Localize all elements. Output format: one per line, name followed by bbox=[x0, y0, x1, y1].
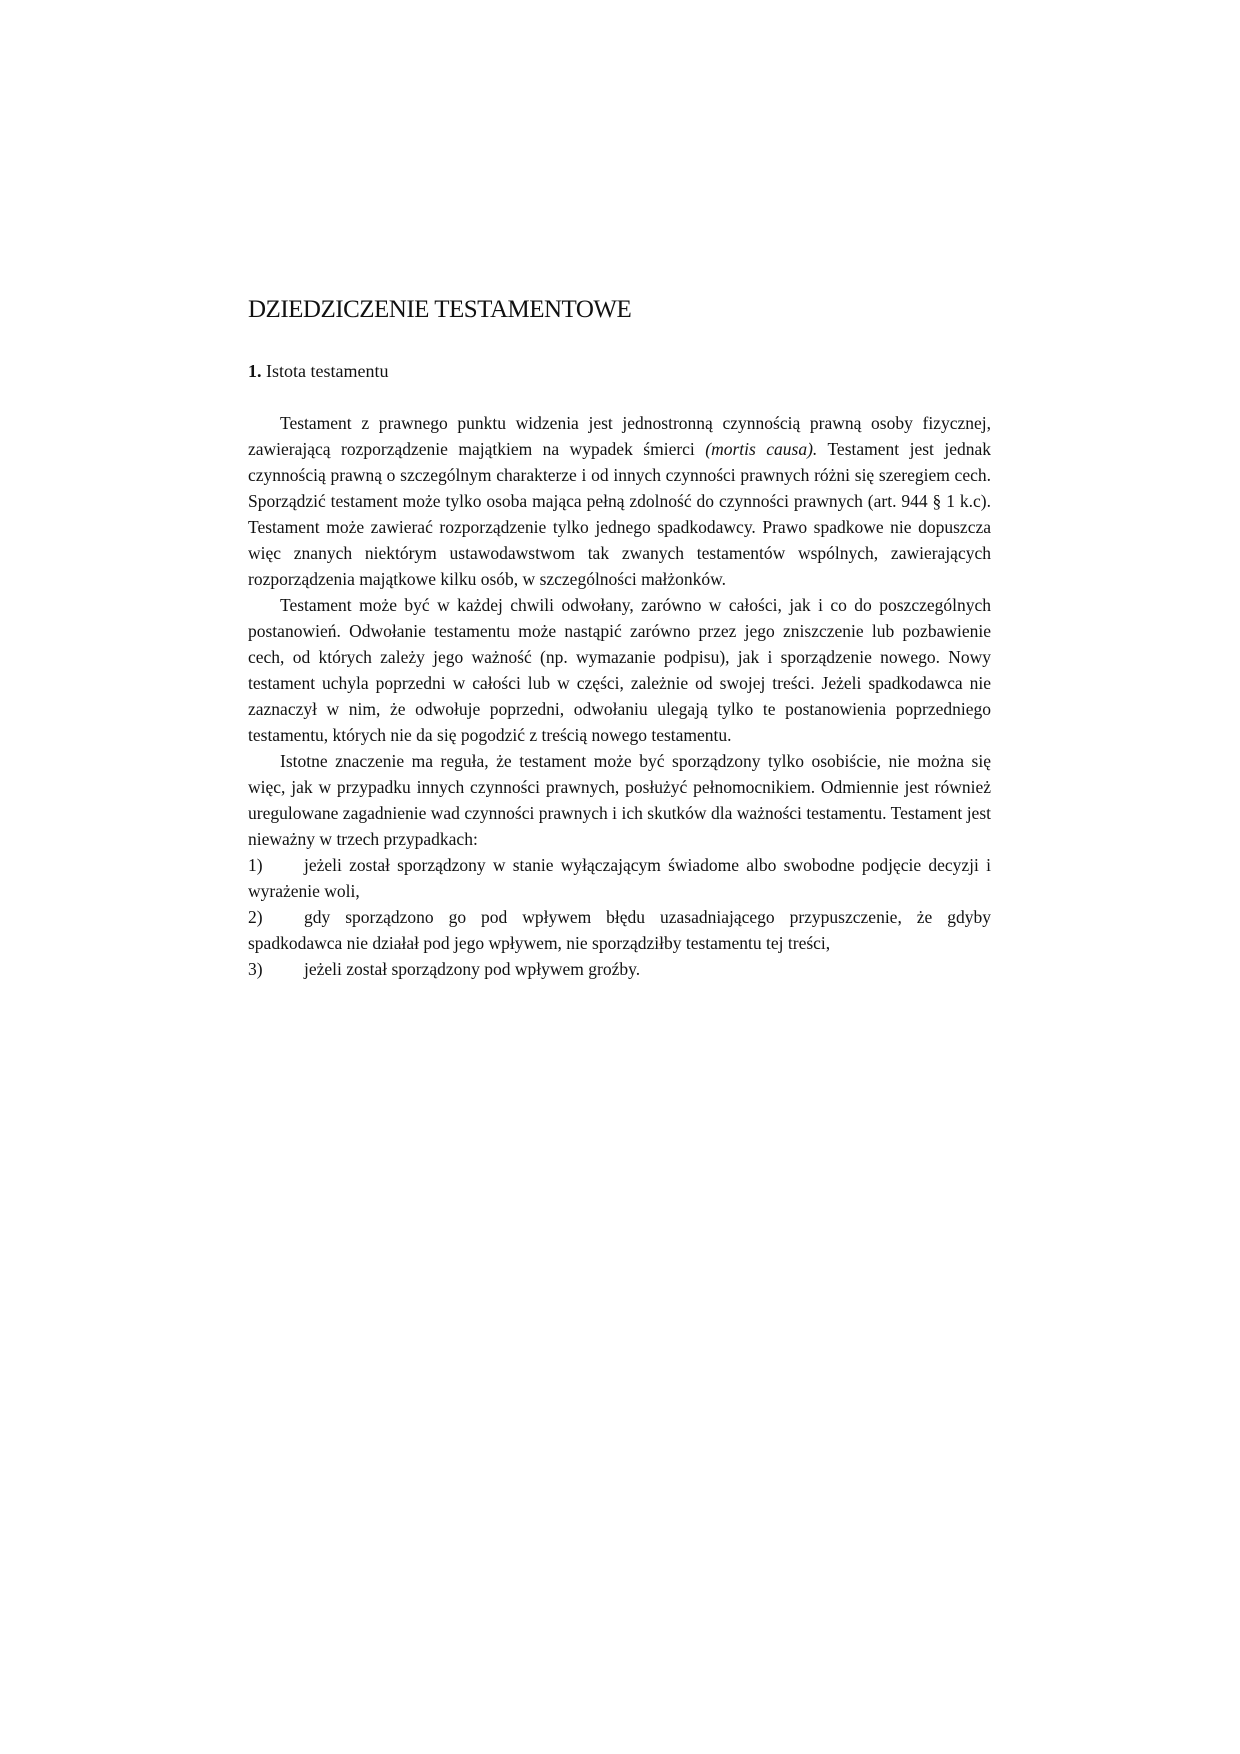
document-title: DZIEDZICZENIE TESTAMENTOWE bbox=[248, 296, 632, 323]
paragraph-1-part-2: Testament jest jednak czynnością prawną o szczególnym charakterze i od innych czynności prawnych różni się szeregiem cech. Sporządzić testament może tylko osoba mająca pełną zdolność do czynności prawnych (art. 944 § 1 k.c). Testament może zawierać rozporządzenie tylko jednego spadkodawcy. Prawo spadkowe nie dopuszcza więc znanych niektórym ustawodawstwom tak zwanych testamentów wspólnych, zawierających rozporządzenia majątkowe kilku osób, w szczególności małżonków. bbox=[248, 439, 991, 589]
list-item bbox=[248, 904, 991, 956]
paragraph-1-latin-term: (mortis causa). bbox=[705, 439, 818, 459]
paragraph-1-part-1: Testament z prawnego punktu widzenia jest jednostronną czynnością prawną osoby fizycznej, zawierającą rozporządzenie majątkiem na wypadek śmierci bbox=[248, 413, 991, 459]
list-marker: 2) bbox=[248, 907, 263, 927]
section-number: 1. bbox=[248, 361, 262, 381]
paragraph-1 bbox=[248, 410, 991, 592]
section-title: Istota testamentu bbox=[266, 361, 389, 381]
document-content bbox=[248, 290, 991, 982]
paragraph-2: Testament może być w każdej chwili odwołany, zarówno w całości, jak i co do poszczególnych postanowień. Odwołanie testamentu może nastąpić zarówno przez jego zniszczenie lub pozbawienie cech, od których zależy jego ważność (np. wymazanie podpisu), jak i sporządzenie nowego. Nowy testament uchyla poprzedni w całości lub w części, zależnie od swojej treści. Jeżeli spadkodawca nie zaznaczył w nim, że odwołuje poprzedni, odwołaniu ulegają tylko te postanowienia poprzedniego testamentu, których nie da się pogodzić z treścią nowego testamentu. bbox=[248, 595, 991, 745]
list-marker: 1) bbox=[248, 855, 263, 875]
section-heading bbox=[248, 358, 991, 384]
list-item bbox=[248, 956, 991, 982]
list-marker: 3) bbox=[248, 959, 263, 979]
list-item-text: jeżeli został sporządzony w stanie wyłączającym świadome albo swobodne podjęcie decyzji i wyrażenie woli, bbox=[248, 855, 991, 901]
paragraph-3: Istotne znaczenie ma reguła, że testament może być sporządzony tylko osobiście, nie można się więc, jak w przypadku innych czynności prawnych, posłużyć pełnomocnikiem. Odmiennie jest również uregulowane zagadnienie wad czynności prawnych i ich skutków dla ważności testamentu. Testament jest nieważny w trzech przypadkach: bbox=[248, 751, 991, 849]
list-item bbox=[248, 852, 991, 904]
body-text bbox=[248, 410, 991, 982]
list-item-text: gdy sporządzono go pod wpływem błędu uzasadniającego przypuszczenie, że gdyby spadkodawca nie działał pod jego wpływem, nie sporządziłby testamentu tej treści, bbox=[248, 907, 991, 953]
list-item-text: jeżeli został sporządzony pod wpływem groźby. bbox=[304, 959, 641, 979]
